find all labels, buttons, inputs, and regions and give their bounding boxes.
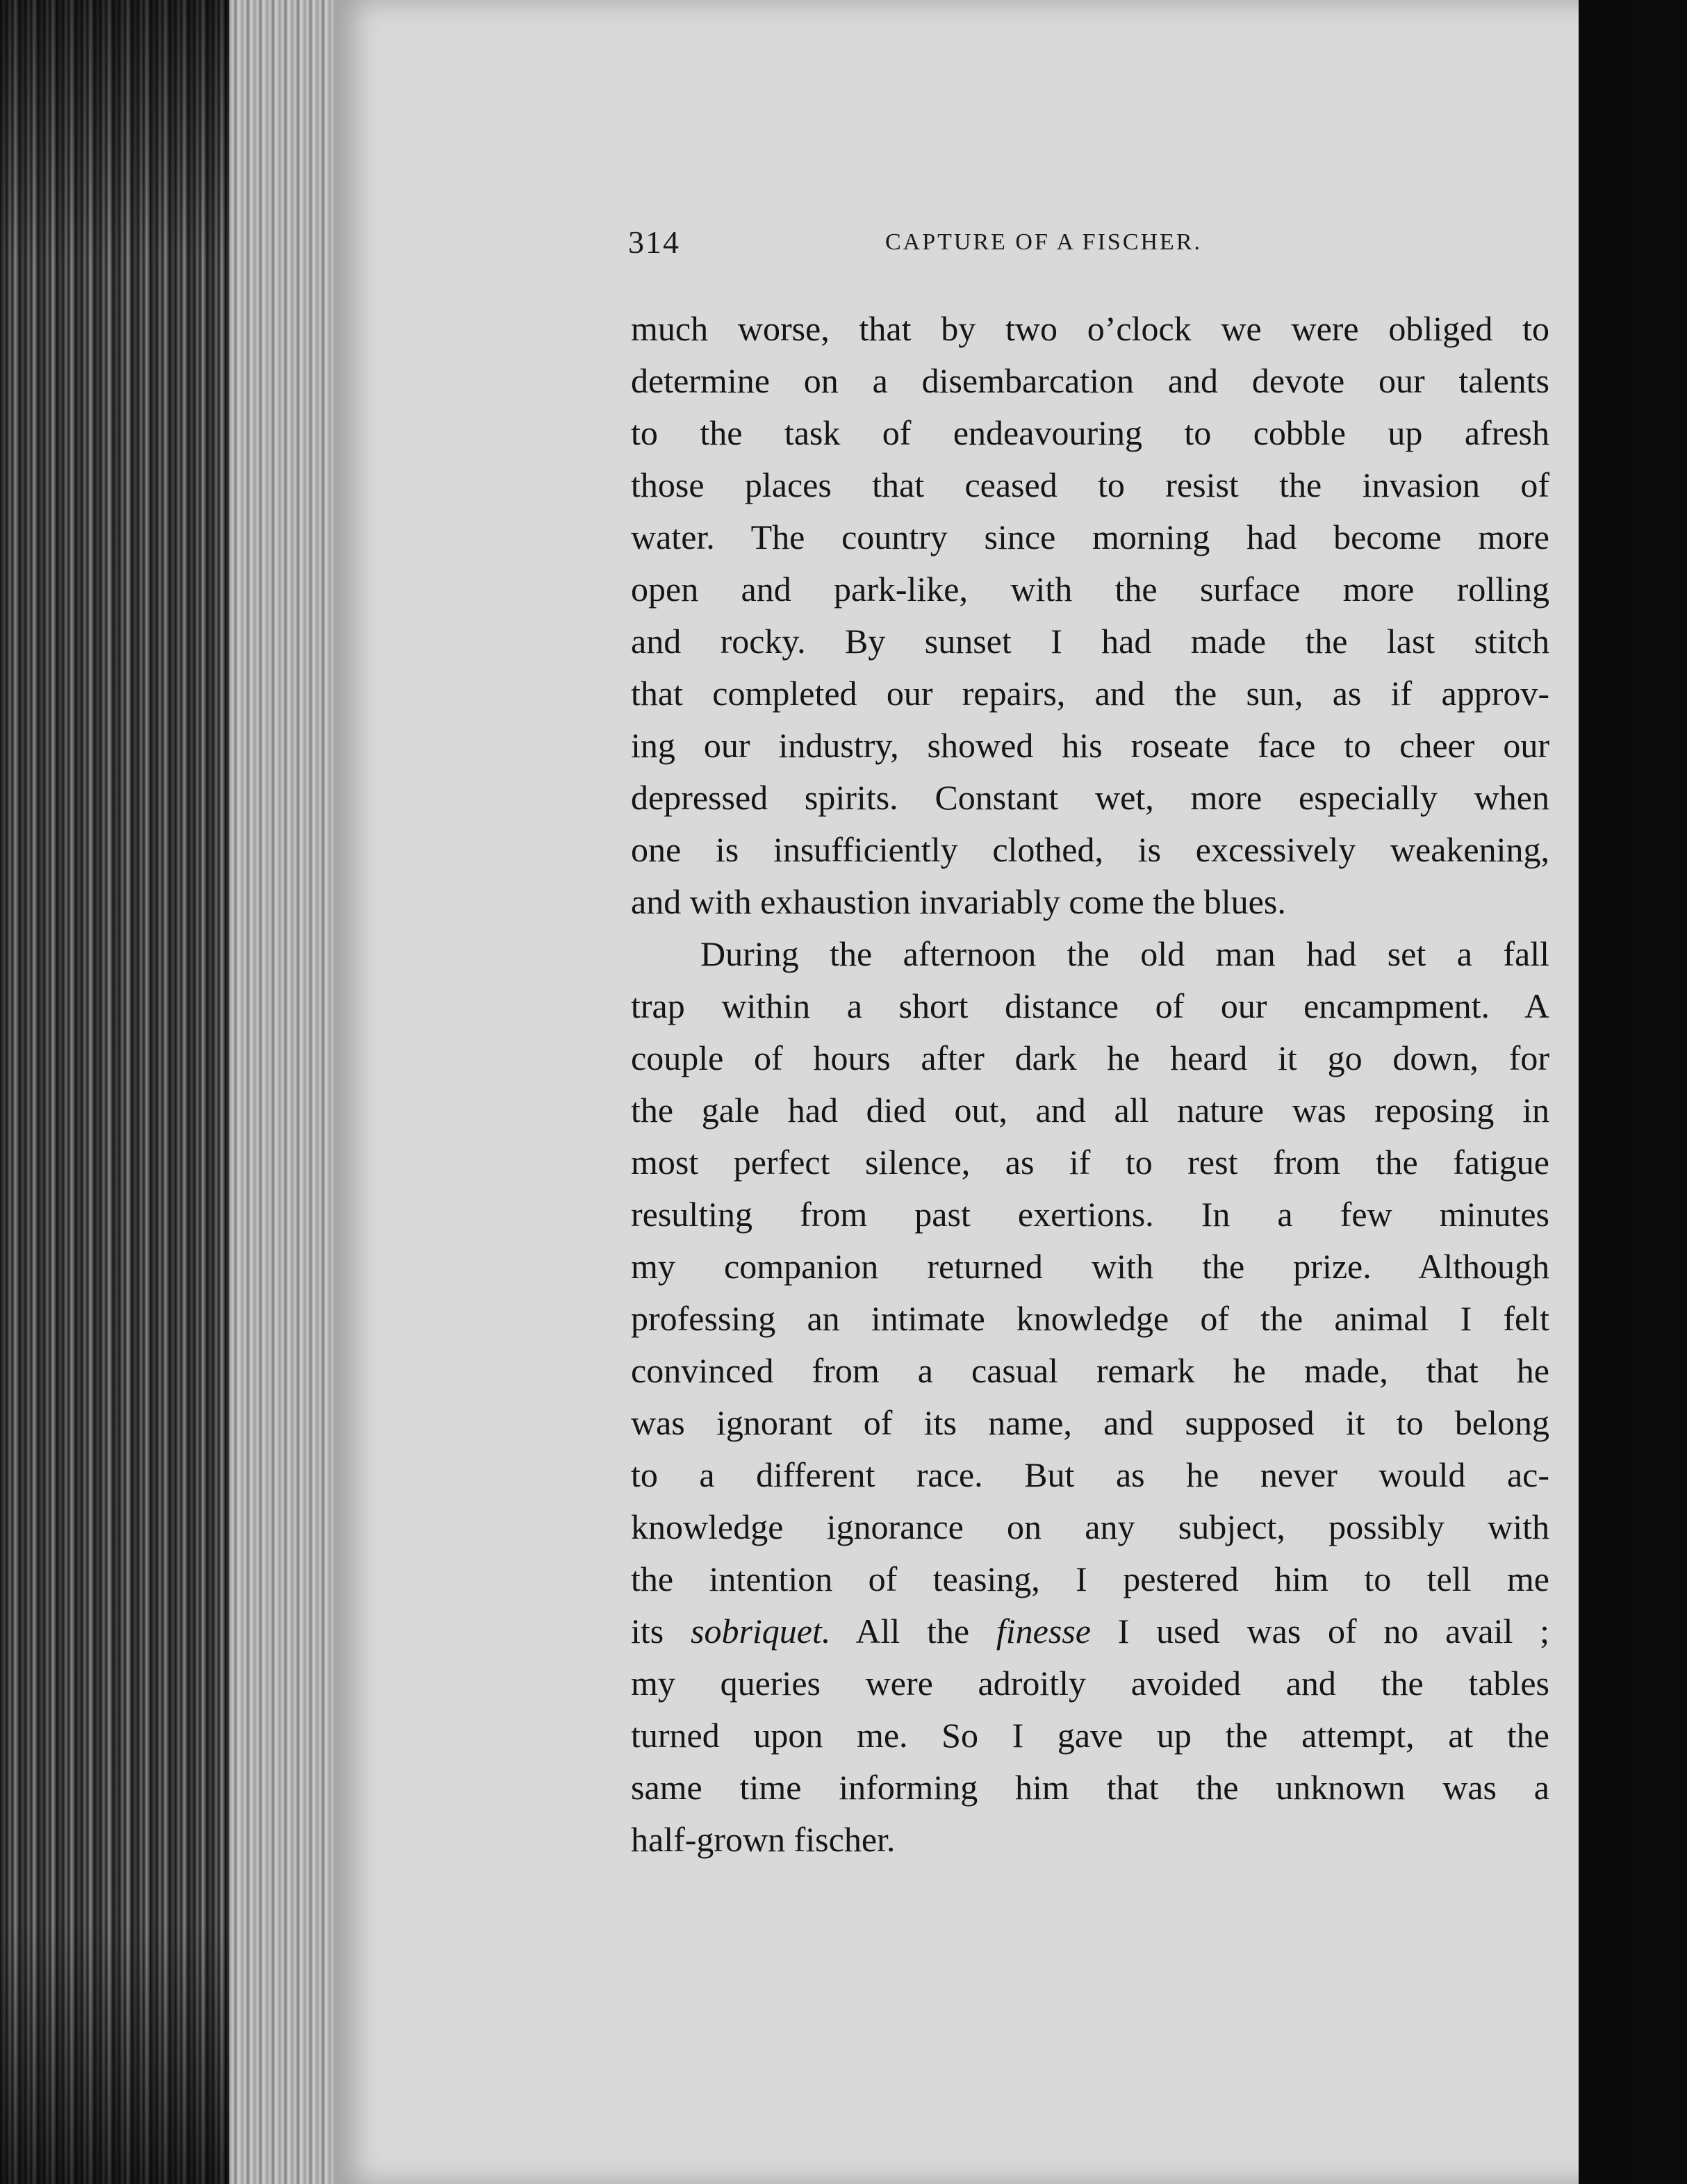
text-line: the intention of teasing, I pestered him to tell me xyxy=(631,1560,1549,1598)
text-run: its xyxy=(631,1612,691,1651)
text-run: I used was of no avail ; xyxy=(1090,1612,1549,1651)
text-line: During the afternoon the old man had set a fall xyxy=(700,934,1549,973)
text-line: turned upon me. So I gave up the attempt, at the xyxy=(631,1716,1549,1755)
page-header xyxy=(628,224,1545,265)
paragraph-1 xyxy=(631,303,1549,928)
running-head: CAPTURE OF A FISCHER. xyxy=(885,229,1202,255)
body-text xyxy=(631,303,1549,1866)
text-line: and with exhaustion invariably come the blues. xyxy=(631,882,1286,921)
text-line: trap within a short distance of our encampment. A xyxy=(631,986,1549,1025)
text-run: All the xyxy=(830,1612,996,1651)
text-line: ing our industry, showed his roseate face to cheer our xyxy=(631,726,1549,765)
text-line: my queries were adroitly avoided and the tables xyxy=(631,1664,1549,1703)
paragraph-2 xyxy=(631,928,1549,1866)
text-line: and rocky. By sunset I had made the last stitch xyxy=(631,622,1549,661)
text-line: half-grown fischer. xyxy=(631,1820,896,1859)
text-line: professing an intimate knowledge of the animal I felt xyxy=(631,1299,1549,1338)
text-line: to the task of endeavouring to cobble up afresh xyxy=(631,413,1549,452)
text-line: water. The country since morning had become more xyxy=(631,518,1549,556)
page-number: 314 xyxy=(628,224,680,260)
text-line: couple of hours after dark he heard it go down, for xyxy=(631,1039,1549,1077)
text-line: depressed spirits. Constant wet, more especially when xyxy=(631,778,1549,817)
text-line: much worse, that by two o’clock we were obliged to xyxy=(631,309,1549,348)
text-line: that completed our repairs, and the sun, as if approv- xyxy=(631,674,1549,713)
text-line-with-italics xyxy=(631,1605,1549,1657)
text-line: open and park-like, with the surface more rolling xyxy=(631,570,1549,609)
text-line: most perfect silence, as if to rest from the fatigue xyxy=(631,1143,1549,1182)
text-line: my companion returned with the prize. Although xyxy=(631,1247,1549,1286)
italic-word-sobriquet: sobriquet. xyxy=(691,1612,831,1651)
text-line: same time informing him that the unknown was a xyxy=(631,1768,1549,1807)
text-line: convinced from a casual remark he made, that he xyxy=(631,1351,1549,1390)
italic-word-finesse: finesse xyxy=(996,1612,1091,1651)
text-line: was ignorant of its name, and supposed it to belong xyxy=(631,1403,1549,1442)
page-right-edge xyxy=(1579,0,1633,2184)
text-line: determine on a disembarcation and devote our talents xyxy=(631,361,1549,400)
text-line: knowledge ignorance on any subject, possibly with xyxy=(631,1507,1549,1546)
text-line: to a different race. But as he never would ac- xyxy=(631,1455,1549,1494)
text-line: the gale had died out, and all nature was reposing in xyxy=(631,1091,1549,1130)
text-line: one is insufficiently clothed, is excessively weakening, xyxy=(631,830,1549,869)
text-line: resulting from past exertions. In a few minutes xyxy=(631,1195,1549,1234)
text-line: those places that ceased to resist the invasion of xyxy=(631,465,1549,504)
